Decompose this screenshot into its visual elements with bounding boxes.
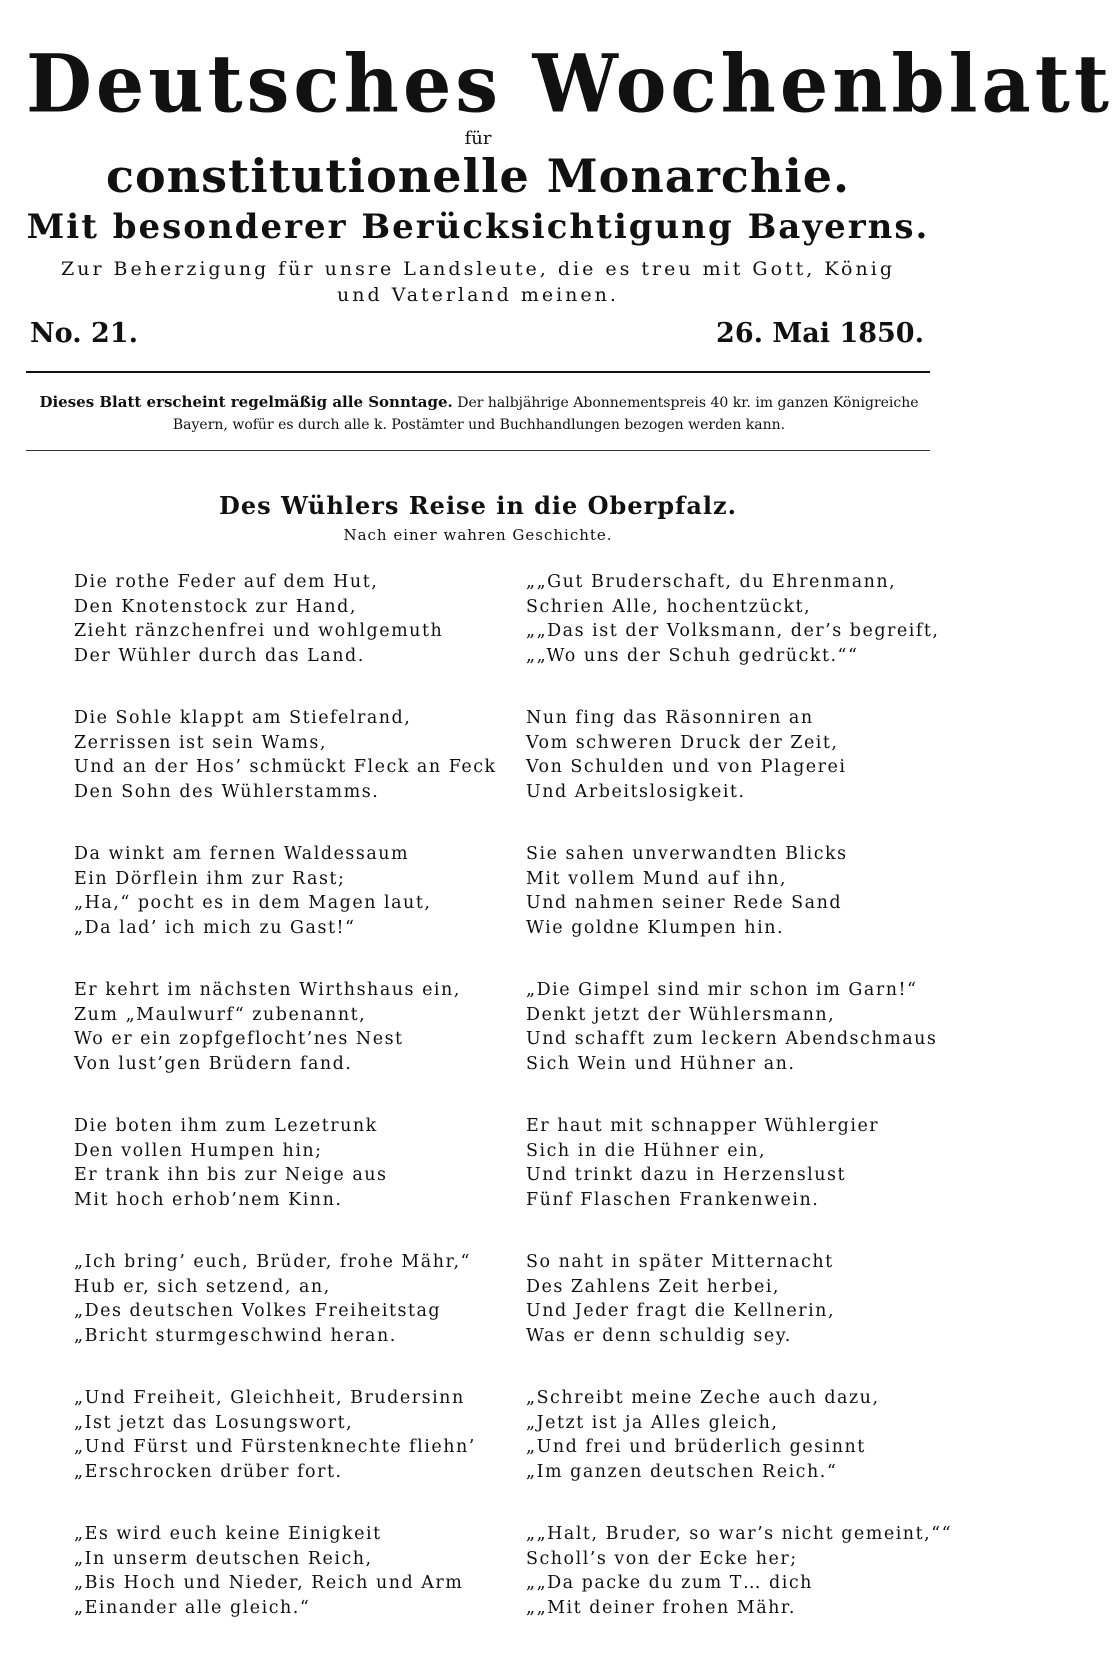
notice-text: Der halbjährige Abonnementspreis 40 kr. im ganzen Königreiche Bayern, wofür es durch alle k. Postämter und Buchhandlungen bezogen werden kann. (172, 395, 919, 433)
issue-line (26, 318, 930, 349)
poem-stanza (74, 1522, 526, 1620)
poem-line: „„Halt, Bruder, so war’s nicht gemeint,““ (526, 1524, 953, 1544)
poem-line: „In unserm deutschen Reich, (74, 1548, 373, 1569)
poem-stanza (74, 1250, 526, 1348)
poem-line: Die boten ihm zum Lezetrunk (74, 1116, 378, 1136)
poem-line: „Und Freiheit, Gleichheit, Brudersinn (74, 1388, 465, 1408)
poem-line: Von Schulden und von Plagerei (526, 757, 847, 777)
poem-stanza (74, 570, 526, 668)
poem-line: „Die Gimpel sind mir schon im Garn!“ (526, 980, 918, 1000)
newspaper-title: Deutsches Wochenblatt (26, 36, 1113, 131)
poem-line: „Und Fürst und Fürstenknechte fliehn’ (74, 1437, 476, 1457)
poem-line: Wie goldne Klumpen hin. (526, 917, 785, 938)
poem-line: Des Zahlens Zeit herbei, (526, 1276, 780, 1297)
poem-stanza (526, 842, 926, 940)
poem-line: Nun fing das Räsonniren an (526, 708, 814, 728)
poem-line: „„Mit deiner frohen Mähr. (526, 1597, 796, 1618)
poem-line: Der Wühler durch das Land. (74, 645, 365, 666)
poem-line: Er kehrt im nächsten Wirthshaus ein, (74, 980, 461, 1000)
poem-line: „Ha,“ pocht es in dem Magen laut, (74, 893, 432, 913)
poem-line: Den Knotenstock zur Hand, (74, 596, 357, 617)
poem-title: Des Wühlers Reise in die Oberpfalz. (219, 491, 737, 520)
poem-stanza (74, 706, 526, 804)
poem-line: Und an der Hos’ schmückt Fleck an Feck (74, 757, 497, 777)
poem-line: „Des deutschen Volkes Freiheitstag (74, 1301, 442, 1321)
poem-line: „Erschrocken drüber fort. (74, 1461, 343, 1482)
poem-line: Mit vollem Mund auf ihn, (526, 868, 787, 889)
poem-line: Sich Wein und Hühner an. (526, 1053, 796, 1074)
poem-stanza (74, 978, 526, 1076)
poem-line: Wo er ein zopfgeflocht’nes Nest (74, 1029, 404, 1049)
poem-line: Schrien Alle, hochentzückt, (526, 596, 812, 617)
poem-line: Denkt jetzt der Wühlersmann, (526, 1004, 836, 1025)
poem-stanza (526, 1250, 926, 1348)
poem-stanza (526, 1522, 953, 1620)
poem-stanza (526, 978, 938, 1076)
poem-line: „„Wo uns der Schuh gedrückt.““ (526, 645, 859, 666)
poem-line: So naht in später Mitternacht (526, 1252, 834, 1272)
poem-line: „Bis Hoch und Nieder, Reich und Arm (74, 1573, 464, 1593)
poem-line: „Da lad’ ich mich zu Gast!“ (74, 917, 356, 938)
poem-line: Und nahmen seiner Rede Sand (526, 893, 843, 913)
poem-line: Hub er, sich setzend, an, (74, 1276, 331, 1297)
notice-lead: Dieses Blatt erscheint regelmäßig alle Sonntage. (39, 393, 453, 411)
poem-subtitle: Nach einer wahren Geschichte. (343, 526, 613, 544)
poem-stanza (526, 570, 940, 668)
poem-line: Was er denn schuldig sey. (526, 1325, 792, 1346)
masthead-fuer: für (464, 128, 492, 149)
issue-number: No. 21. (30, 318, 138, 349)
poem-line: Zum „Maulwurf“ zubenannt, (74, 1004, 367, 1025)
poem-column-left (74, 570, 526, 1658)
poem-line: Und Arbeitslosigkeit. (526, 781, 746, 802)
poem-stanza (526, 1114, 926, 1212)
poem-line: Und Jeder fragt die Kellnerin, (526, 1301, 836, 1321)
poem-line: „„Das ist der Volksmann, der’s begreift, (526, 621, 940, 641)
poem-stanza (526, 706, 926, 804)
masthead-motto: Zur Beherzigung für unsre Landsleute, die es treu mit Gott, König und Vaterland meinen. (61, 258, 895, 306)
poem-line: Scholl’s von der Ecke her; (526, 1548, 798, 1569)
poem-line: Zieht ränzchenfrei und wohlgemuth (74, 621, 444, 641)
poem-line: Ein Dörflein ihm zur Rast; (74, 868, 346, 889)
poem-line: Sie sahen unverwandten Blicks (526, 844, 848, 864)
poem-line: Fünf Flaschen Frankenwein. (526, 1189, 820, 1210)
poem-line: „Schreibt meine Zeche auch dazu, (526, 1388, 880, 1408)
poem-line: Und trinkt dazu in Herzenslust (526, 1165, 847, 1185)
poem-line: Mit hoch erhob’nem Kinn. (74, 1189, 343, 1210)
poem-line: Den vollen Humpen hin; (74, 1140, 323, 1161)
poem-line: „Im ganzen deutschen Reich.“ (526, 1461, 838, 1482)
poem-line: Von lust’gen Brüdern fand. (74, 1053, 353, 1074)
poem-line: Da winkt am fernen Waldessaum (74, 844, 410, 864)
poem-stanza (74, 842, 526, 940)
issue-date: 26. Mai 1850. (716, 318, 924, 349)
masthead-subtitle-bavaria: Mit besonderer Berücksichtigung Bayerns. (26, 207, 930, 247)
poem-line: Zerrissen ist sein Wams, (74, 732, 327, 753)
poem-line: „Ist jetzt das Losungswort, (74, 1412, 354, 1433)
masthead-subtitle: constitutionelle Monarchie. (105, 149, 851, 203)
poem-line: Und schafft zum leckern Abendschmaus (526, 1029, 938, 1049)
poem-line: Die rothe Feder auf dem Hut, (74, 572, 379, 592)
poem-line: Er trank ihn bis zur Neige aus (74, 1165, 388, 1185)
poem-line: „Ich bring’ euch, Brüder, frohe Mähr,“ (74, 1252, 471, 1272)
poem-line: Vom schweren Druck der Zeit, (526, 732, 839, 753)
poem-line: Sich in die Hühner ein, (526, 1140, 767, 1161)
masthead-rule (26, 371, 930, 373)
poem-line: „Einander alle gleich.“ (74, 1597, 311, 1618)
poem-stanza (526, 1386, 926, 1484)
poem-stanza (74, 1114, 526, 1212)
poem-line: Die Sohle klappt am Stiefelrand, (74, 708, 412, 728)
poem-line: Er haut mit schnapper Wühlergier (526, 1116, 880, 1136)
subscription-notice (26, 391, 930, 436)
poem-line: „Es wird euch keine Einigkeit (74, 1524, 382, 1544)
poem-line: „„Gut Bruderschaft, du Ehrenmann, (526, 572, 897, 592)
poem-line: Den Sohn des Wühlerstamms. (74, 781, 380, 802)
masthead (26, 0, 1113, 308)
notice-rule (26, 450, 930, 451)
poem-stanza (74, 1386, 526, 1484)
poem-line: „Und frei und brüderlich gesinnt (526, 1437, 866, 1457)
poem-column-right (526, 570, 953, 1658)
poem-body (26, 570, 953, 1658)
poem-line: „Jetzt ist ja Alles gleich, (526, 1412, 779, 1433)
poem-line: „Bricht sturmgeschwind heran. (74, 1325, 397, 1346)
poem-line: „„Da packe du zum T… dich (526, 1573, 813, 1593)
